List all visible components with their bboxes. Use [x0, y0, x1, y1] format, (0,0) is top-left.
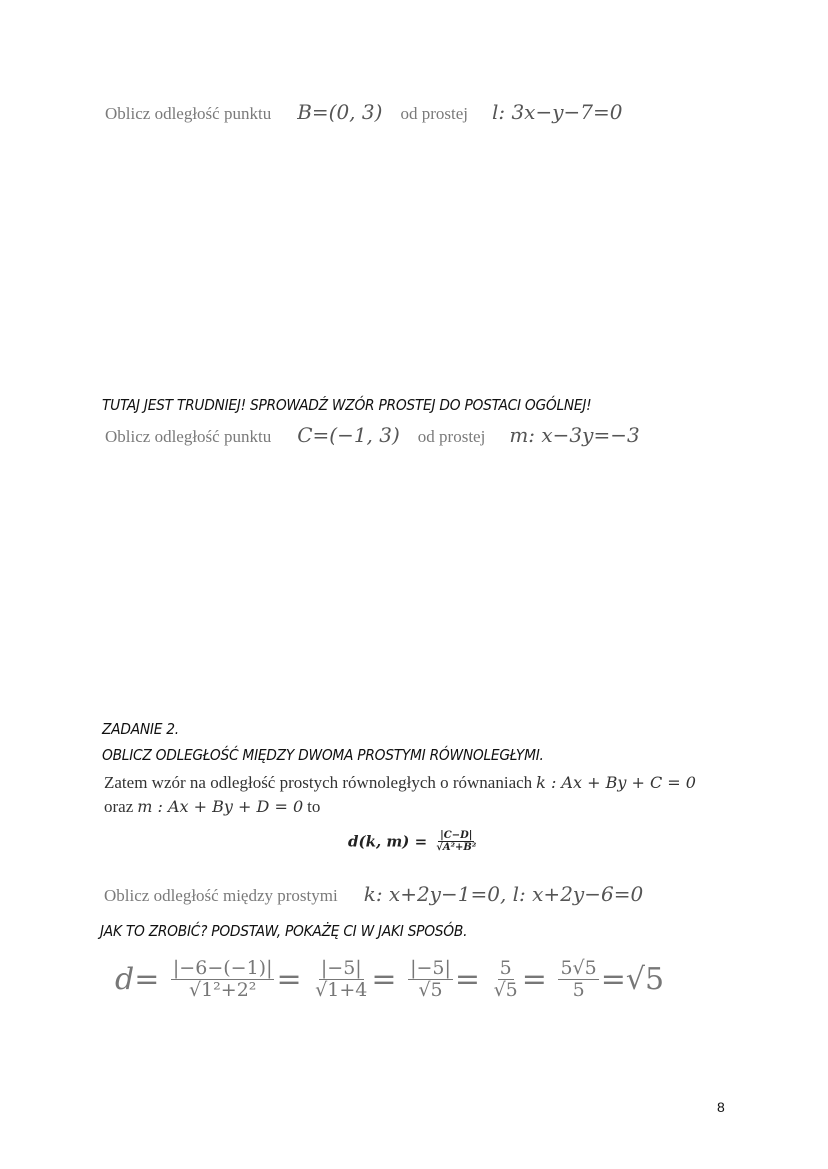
intro-text-to: to: [307, 797, 321, 816]
formula-fraction: [434, 830, 478, 853]
equals-sign: =: [521, 961, 547, 997]
solution-frac-3: [408, 958, 453, 1001]
exercise-text: Oblicz odległość między prostymi: [104, 886, 338, 905]
formula-lhs: d(k, m) =: [348, 832, 428, 851]
equals-sign: =: [371, 961, 397, 997]
task2-title: ZADANIE 2.: [102, 720, 179, 738]
task1-text2: od prostej: [400, 104, 468, 123]
task1b-point: C=(−1, 3): [297, 423, 400, 447]
solution-frac-1: [171, 958, 275, 1001]
task1b-line: m: x−3y=−3: [509, 423, 640, 447]
solution-frac-5: [558, 958, 598, 1001]
equals-sign: =: [134, 961, 160, 997]
frac3-den: √5: [418, 978, 443, 1001]
task2-intro-line2: [104, 797, 320, 817]
solution-frac-4: [492, 958, 520, 1001]
frac3-num: |−5|: [410, 957, 451, 979]
frac4-den: √5: [493, 978, 518, 1001]
formula-denominator: √A²+B²: [436, 842, 477, 853]
task1b-text2: od prostej: [417, 427, 486, 446]
intro-text-oraz: oraz: [104, 797, 134, 816]
solution-equation: [115, 958, 664, 1001]
intro-text: Zatem wzór na odległość prostych równoległych o równaniach: [104, 773, 533, 792]
task1-line: l: 3x−y−7=0: [491, 100, 623, 124]
equals-sign: =: [600, 961, 626, 997]
solution-result: √5: [625, 961, 665, 997]
equals-sign: =: [454, 961, 481, 997]
task1b-row: [105, 423, 640, 447]
task1-row: [105, 100, 623, 124]
solution-d: d: [115, 961, 135, 997]
frac5-num: 5√5: [560, 957, 597, 979]
task2-subtitle: OBLICZ ODLEGŁOŚĆ MIĘDZY DWOMA PROSTYMI RÓWNOLEGŁYMI.: [102, 746, 544, 764]
intro-math-k: k : Ax + By + C = 0: [536, 773, 696, 792]
task2-intro-line1: [104, 773, 696, 793]
page-number: 8: [717, 1099, 725, 1115]
distance-formula: [348, 830, 480, 853]
task1-text: Oblicz odległość punktu: [105, 104, 272, 123]
formula-numerator: |C−D|: [440, 830, 473, 841]
task2-exercise: [104, 882, 643, 906]
frac4-num: 5: [499, 957, 512, 979]
task1b-hint: TUTAJ JEST TRUDNIEJ! SPROWADŹ WZÓR PROSTEJ DO POSTACI OGÓLNEJ!: [102, 396, 592, 414]
frac1-den: √1²+2²: [188, 978, 257, 1001]
frac2-den: √1+4: [315, 978, 368, 1001]
frac5-den: 5: [572, 978, 585, 1001]
task2-howto: JAK TO ZROBIĆ? PODSTAW, POKAŻĘ CI W JAKI SPOSÓB.: [100, 922, 468, 940]
solution-frac-2: [313, 958, 369, 1001]
equals-sign: =: [276, 961, 302, 997]
frac1-num: |−6−(−1)|: [172, 957, 273, 979]
intro-math-m: m : Ax + By + D = 0: [137, 797, 304, 816]
exercise-math: k: x+2y−1=0, l: x+2y−6=0: [363, 882, 644, 906]
task1b-text: Oblicz odległość punktu: [105, 427, 272, 446]
frac2-num: |−5|: [320, 957, 362, 979]
task1-point: B=(0, 3): [297, 100, 383, 124]
